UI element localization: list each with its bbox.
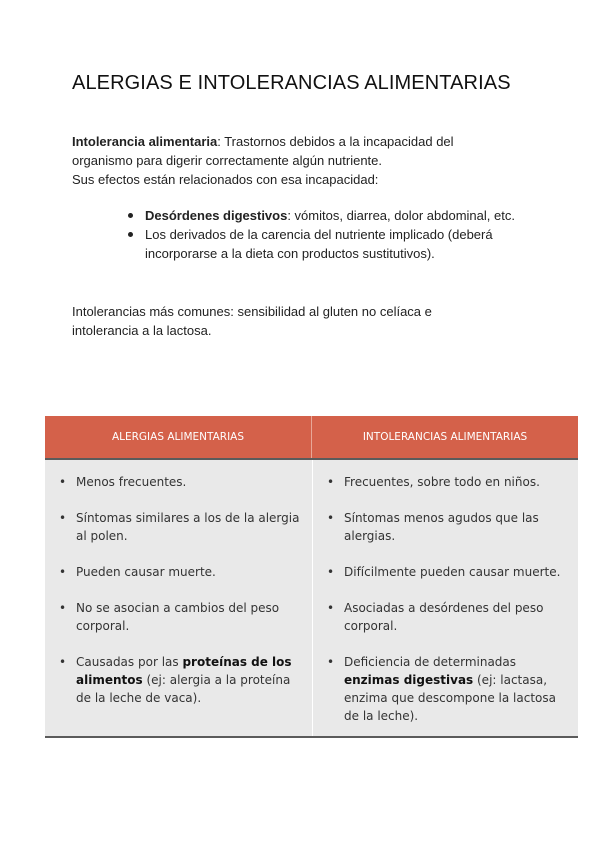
list-item [126,225,526,263]
cell-text-tail: (ej: lactasa, enzima que descompone la lactosa de la leche). [344,673,556,723]
table-cell-item [327,563,572,581]
bullet-icon: • [59,511,67,525]
cell-text-tail: (ej: alergia a la proteína de la leche de vaca). [76,673,291,705]
table-cell-item [327,599,572,635]
intolerances-list [327,473,572,725]
bullet-icon: • [327,511,335,525]
list-item-bold: Desórdenes digestivos [145,208,288,223]
bullet-dot-icon [128,232,133,237]
page-title: ALERGIAS E INTOLERANCIAS ALIMENTARIAS [72,72,511,94]
table-cell-item [59,599,304,635]
intolerances-column [313,460,578,736]
cell-text-bold: proteínas de los alimentos [76,655,292,687]
bullet-icon: • [327,565,335,579]
table-cell-item [327,509,572,545]
intro-effects: Sus efectos están relacionados con esa incapacidad: [72,172,379,187]
header-allergies: ALERGIAS ALIMENTARIAS [111,431,245,443]
cell-text: Causadas por las [76,655,183,669]
cell-text: Pueden causar muerte. [76,565,216,579]
table-header [45,416,578,458]
cell-text: Menos frecuentes. [76,475,187,489]
bullet-icon: • [59,655,67,669]
allergies-column [45,460,312,736]
bullet-icon: • [327,655,335,669]
cell-text: Frecuentes, sobre todo en niños. [344,475,540,489]
effects-list [126,206,526,263]
table-cell-item [59,563,304,581]
cell-text: Síntomas similares a los de la alergia al polen. [76,511,300,543]
bullet-icon: • [327,475,335,489]
cell-text: No se asocian a cambios del peso corporal. [76,601,280,633]
intro-term: Intolerancia alimentaria [72,134,218,149]
cell-text: Deficiencia de determinadas [344,655,517,669]
list-item-text: : vómitos, diarrea, dolor abdominal, etc. [287,208,515,223]
list-item [126,206,526,225]
table-cell-item [59,653,304,707]
header-intolerances: INTOLERANCIAS ALIMENTARIAS [362,431,528,443]
intro-paragraph [72,132,512,189]
comparison-table [45,416,578,738]
table-body [45,458,578,738]
table-cell-item [327,473,572,491]
common-intolerances: Intolerancias más comunes: sensibilidad al gluten no celíaca e intolerancia a la lactosa. [72,304,432,338]
cell-text: Síntomas menos agudos que las alergias. [344,511,539,543]
bullet-icon: • [59,601,67,615]
bullet-icon: • [59,475,67,489]
cell-text: Asociadas a desórdenes del peso corporal. [344,601,544,633]
cell-text-bold: enzimas digestivas [344,673,474,687]
bullet-icon: • [59,565,67,579]
cell-text: Difícilmente pueden causar muerte. [344,565,561,579]
table-cell-item [59,509,304,545]
list-item-text: Los derivados de la carencia del nutriente implicado (deberá incorporarse a la dieta con productos sustitutivos). [145,227,493,261]
table-cell-item [327,653,572,725]
bullet-dot-icon [128,213,133,218]
intro-definition: : Trastornos debidos a la incapacidad del organismo para digerir correctamente algún nutriente. [72,134,454,168]
bullet-icon: • [327,601,335,615]
table-cell-item [59,473,304,491]
allergies-list [59,473,304,707]
